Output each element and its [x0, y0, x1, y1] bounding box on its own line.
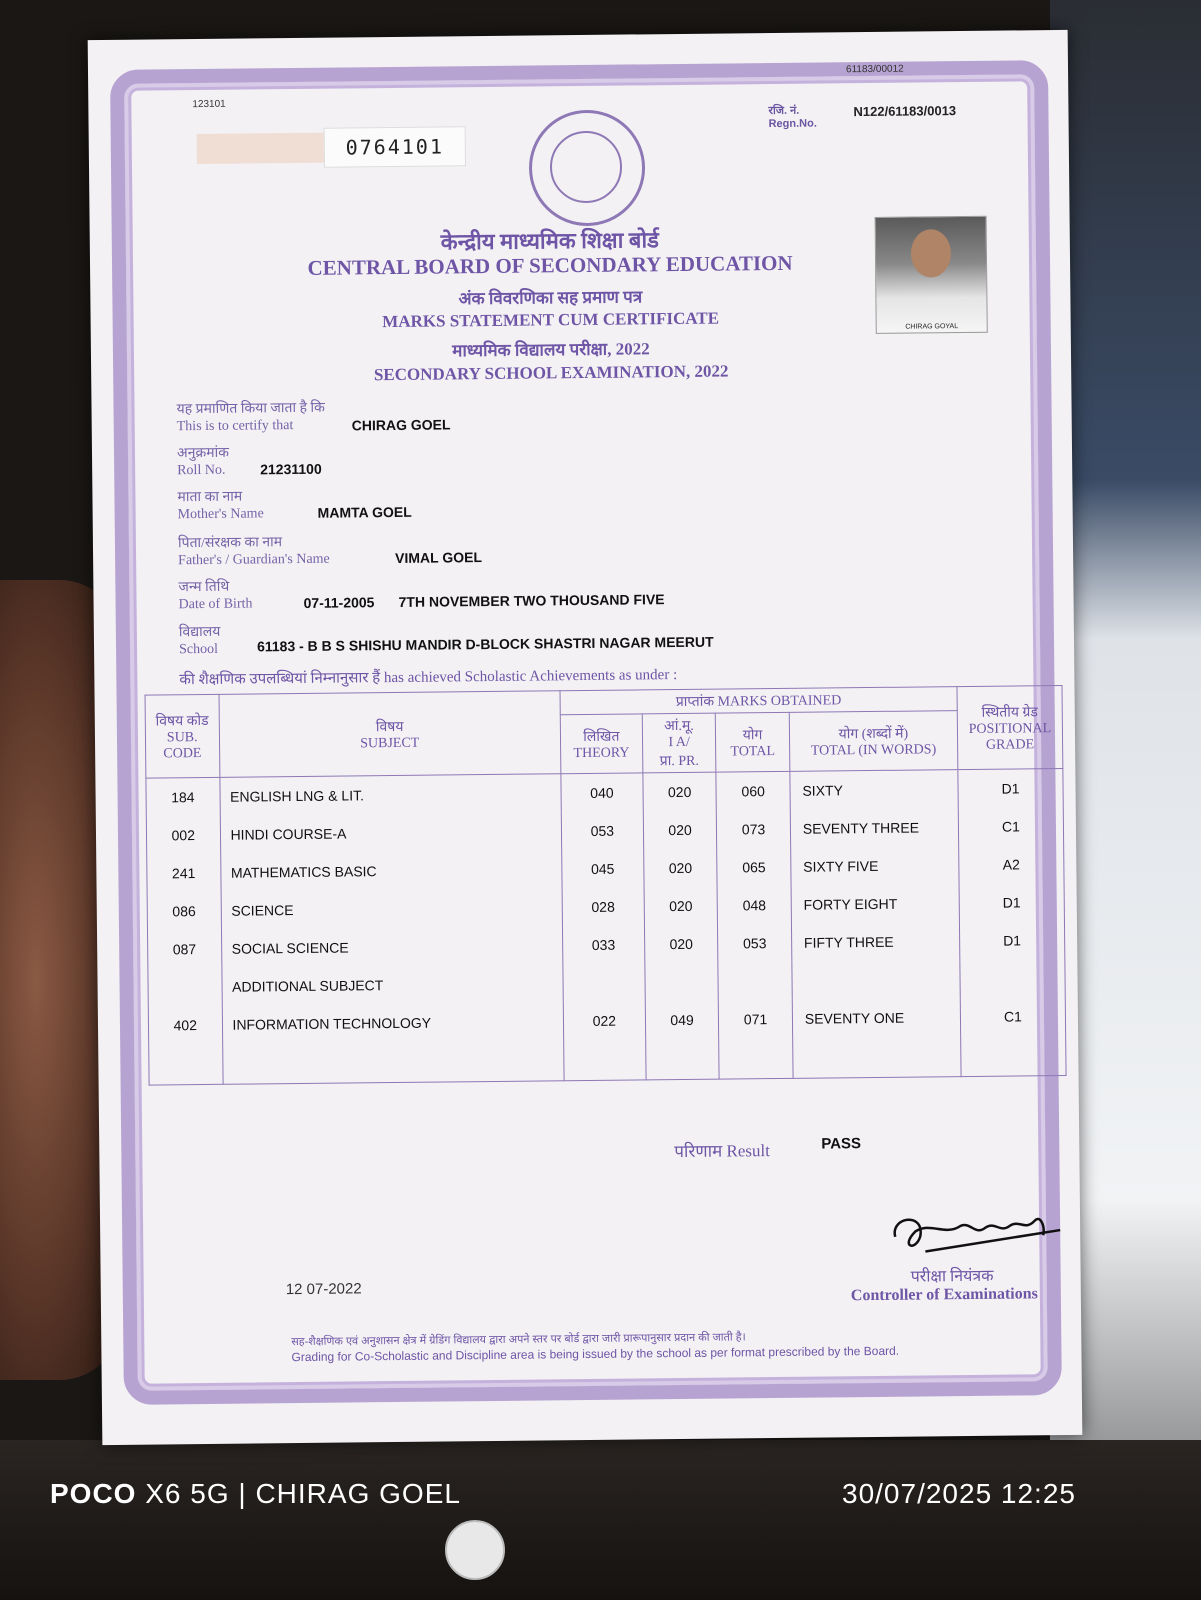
header-subject: विषय SUBJECT — [219, 691, 561, 778]
mother-label: माता का नाम Mother's Name — [177, 489, 264, 523]
result-label: परिणाम Result — [674, 1141, 771, 1162]
father-name: VIMAL GOEL — [395, 549, 483, 566]
header-ia: आं.मू. I A/ प्रा. PR. — [642, 713, 716, 773]
roll-number: 21231100 — [260, 460, 322, 478]
controller-title-hindi: परीक्षा नियंत्रक — [910, 1267, 994, 1286]
school-label: विद्यालय School — [178, 624, 221, 658]
roll-label: अनुक्रमांक Roll No. — [176, 445, 230, 479]
brand-label: POCO — [50, 1478, 137, 1509]
regn-number: N122/61183/0013 — [853, 103, 957, 120]
serial-number: 0764101 — [324, 126, 466, 167]
board-title: CENTRAL BOARD OF SECONDARY EDUCATION — [307, 250, 793, 280]
exam-title: SECONDARY SCHOOL EXAMINATION, 2022 — [373, 361, 729, 385]
document-title-hindi: अंक विवरणिका सह प्रमाण पत्र — [458, 287, 643, 309]
footnote-hindi: सह-शैक्षणिक एवं अनुशासन क्षेत्र में ग्रेडिंग विद्यालय द्वारा अपने स्तर पर बोर्ड द्वारा जारी प्रारूपानुसार प्रदान की जाती है। — [291, 1331, 746, 1349]
serial-prefix-redacted — [197, 133, 327, 164]
header-total: योग TOTAL — [716, 712, 790, 772]
table-row: 184 ENGLISH LNG & LIT. 040 020 060 SIXTY D1 — [146, 768, 1063, 816]
student-name: CHIRAG GOEL — [351, 416, 451, 434]
table-row: 402 INFORMATION TECHNOLOGY 022 049 071 SEVENTY ONE C1 — [148, 997, 1065, 1045]
exam-title-hindi: माध्यमिक विद्यालय परीक्षा, 2022 — [452, 339, 650, 361]
header-sub-code: विषय कोड SUB. CODE — [145, 694, 219, 778]
board-title-hindi: केन्द्रीय माध्यमिक शिक्षा बोर्ड — [440, 227, 659, 255]
issue-date: 12 07-2022 — [285, 1280, 362, 1299]
table-row: 241 MATHEMATICS BASIC 045 020 065 SIXTY FIVE A2 — [147, 845, 1064, 893]
mother-name: MAMTA GOEL — [317, 503, 412, 521]
marks-table — [145, 685, 1067, 1085]
header-theory: लिखित THEORY — [560, 714, 643, 774]
father-label: पिता/संरक्षक का नाम Father's / Guardian's Name — [177, 535, 330, 569]
camera-watermark — [50, 1478, 461, 1510]
dob-words: 7TH NOVEMBER TWO THOUSAND FIVE — [398, 591, 665, 610]
table-row: 002 HINDI COURSE-A 053 020 073 SEVENTY THREE C1 — [146, 807, 1063, 855]
certify-label: यह प्रमाणित किया जाता है कि This is to certify that — [176, 400, 325, 435]
dob-label: जन्म तिथि Date of Birth — [178, 579, 253, 613]
table-row: 087 SOCIAL SCIENCE 033 020 053 FIFTY THREE D1 — [147, 921, 1064, 969]
marks-certificate — [88, 30, 1083, 1445]
clip-icon — [445, 1520, 505, 1580]
additional-subject-label: ADDITIONAL SUBJECT — [221, 964, 563, 1006]
regn-label: रजि. नं. Regn.No. — [768, 104, 817, 131]
scholastic-statement: की शैक्षणिक उपलब्धियां निम्नानुसार हैं has achieved Scholastic Achievements as under : — [179, 667, 678, 689]
dob-value: 07-11-2005 — [303, 594, 375, 611]
model-label: X6 5G | CHIRAG GOEL — [145, 1478, 461, 1509]
timestamp-watermark: 30/07/2025 12:25 — [842, 1478, 1076, 1509]
table-row: 086 SCIENCE 028 020 048 FORTY EIGHT D1 — [147, 883, 1064, 931]
school-name: 61183 - B B S SHISHU MANDIR D-BLOCK SHASTRI NAGAR MEERUT — [256, 633, 714, 655]
corner-number-left: 123101 — [192, 98, 226, 111]
header-marks-obtained: प्राप्तांक MARKS OBTAINED — [560, 687, 957, 715]
header-total-words: योग (शब्दों में) TOTAL (IN WORDS) — [789, 711, 958, 772]
signature-icon — [885, 1195, 1066, 1267]
footnote: Grading for Co-Scholastic and Discipline area is being issued by the school as per format prescribed by the Board. — [291, 1343, 900, 1365]
document-title: MARKS STATEMENT CUM CERTIFICATE — [382, 308, 720, 332]
header-grade: स्थितीय ग्रेड POSITIONAL GRADE — [957, 686, 1063, 770]
result-value: PASS — [821, 1135, 862, 1153]
corner-number-right: 61183/00012 — [845, 63, 904, 76]
photo-caption: CHIRAG GOYAL — [905, 323, 959, 331]
background-bottom — [0, 1440, 1201, 1600]
cbse-seal-icon — [528, 109, 645, 226]
controller-title: Controller of Examinations — [850, 1285, 1038, 1305]
